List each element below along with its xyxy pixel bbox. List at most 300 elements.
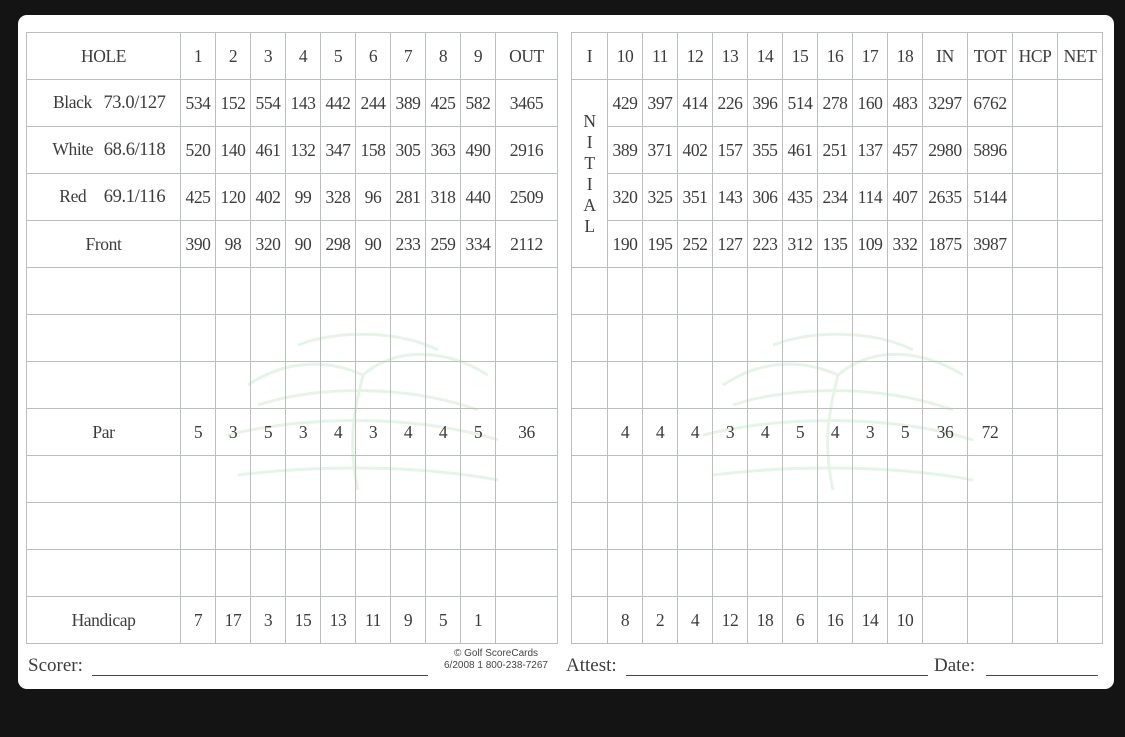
score-entry-cell[interactable]	[321, 550, 356, 597]
back-row	[572, 362, 1103, 409]
value-cell: 407	[888, 174, 923, 221]
score-entry-cell[interactable]	[748, 315, 783, 362]
value-cell: 461	[251, 127, 286, 174]
score-entry-cell[interactable]	[1013, 362, 1058, 409]
course-rating: 68.6/118	[103, 140, 166, 160]
value-cell: 8	[608, 597, 643, 644]
score-entry-cell[interactable]	[461, 315, 496, 362]
score-entry-cell[interactable]	[713, 503, 748, 550]
score-entry-cell[interactable]	[181, 362, 216, 409]
value-cell: 1	[461, 597, 496, 644]
score-entry-cell[interactable]	[496, 362, 558, 409]
hole-number-2: 2	[216, 33, 251, 80]
score-entry-cell[interactable]	[216, 268, 251, 315]
score-entry-cell[interactable]	[286, 550, 321, 597]
score-entry-cell[interactable]	[923, 456, 968, 503]
value-cell: 429	[608, 80, 643, 127]
value-cell: 72	[968, 409, 1013, 456]
value-cell: 389	[608, 127, 643, 174]
value-cell: 514	[783, 80, 818, 127]
back-row	[572, 315, 1103, 362]
hole-number-7: 7	[391, 33, 426, 80]
value-cell: 363	[426, 127, 461, 174]
score-entry-cell[interactable]	[496, 597, 558, 644]
value-cell: 137	[853, 127, 888, 174]
course-rating: 73.0/127	[103, 93, 166, 113]
score-entry-cell[interactable]	[461, 268, 496, 315]
score-entry-cell[interactable]	[643, 550, 678, 597]
initial-header: I	[572, 33, 608, 80]
score-entry-cell[interactable]	[461, 503, 496, 550]
score-entry-cell[interactable]	[783, 268, 818, 315]
value-cell: 6762	[968, 80, 1013, 127]
score-entry-cell[interactable]	[968, 456, 1013, 503]
value-cell: 4	[748, 409, 783, 456]
score-entry-cell[interactable]	[968, 315, 1013, 362]
score-entry-cell[interactable]	[818, 315, 853, 362]
back-row	[572, 409, 1103, 456]
score-entry-cell[interactable]	[923, 597, 968, 644]
value-cell: 5896	[968, 127, 1013, 174]
score-entry-cell[interactable]	[496, 268, 558, 315]
score-entry-cell[interactable]	[1058, 409, 1103, 456]
score-entry-cell[interactable]	[286, 503, 321, 550]
score-entry-cell[interactable]	[968, 597, 1013, 644]
score-entry-cell[interactable]	[1013, 221, 1058, 268]
value-cell: 305	[391, 127, 426, 174]
score-entry-cell[interactable]	[888, 550, 923, 597]
score-entry-cell[interactable]	[643, 503, 678, 550]
value-cell: 461	[783, 127, 818, 174]
score-entry-cell[interactable]	[608, 362, 643, 409]
score-entry-cell[interactable]	[1058, 597, 1103, 644]
hole-number-3: 3	[251, 33, 286, 80]
score-entry-cell[interactable]	[923, 315, 968, 362]
score-entry-cell[interactable]	[818, 362, 853, 409]
score-entry-cell[interactable]	[251, 362, 286, 409]
front-score-row	[27, 456, 558, 503]
row-label	[27, 597, 181, 644]
value-cell: 18	[748, 597, 783, 644]
score-entry-cell[interactable]	[496, 550, 558, 597]
score-entry-cell[interactable]	[1058, 315, 1103, 362]
score-entry-cell[interactable]	[1013, 315, 1058, 362]
score-entry-cell[interactable]	[968, 503, 1013, 550]
value-cell: 3	[251, 597, 286, 644]
back-row	[572, 80, 1103, 127]
score-entry-cell[interactable]	[181, 503, 216, 550]
score-entry-cell[interactable]	[321, 456, 356, 503]
score-entry-cell[interactable]	[1058, 174, 1103, 221]
score-entry-cell[interactable]	[496, 315, 558, 362]
score-entry-cell[interactable]	[1013, 597, 1058, 644]
front-row-white	[27, 127, 558, 174]
row-label	[27, 409, 181, 456]
initial-entry-cell[interactable]	[572, 268, 608, 315]
score-entry-cell[interactable]	[608, 503, 643, 550]
score-entry-cell[interactable]	[783, 456, 818, 503]
initial-letter: N	[583, 110, 596, 131]
value-cell: 140	[216, 127, 251, 174]
row-label-name: Handicap	[71, 609, 136, 630]
value-cell: 278	[818, 80, 853, 127]
score-entry-cell[interactable]	[251, 268, 286, 315]
value-cell: 4	[818, 409, 853, 456]
score-entry-cell[interactable]	[251, 550, 286, 597]
score-entry-cell[interactable]	[643, 362, 678, 409]
score-entry-cell[interactable]	[968, 362, 1013, 409]
value-cell: 371	[643, 127, 678, 174]
value-cell: 252	[678, 221, 713, 268]
initial-entry-cell[interactable]	[572, 409, 608, 456]
value-cell: 582	[461, 80, 496, 127]
score-entry-cell[interactable]	[461, 456, 496, 503]
value-cell: 160	[853, 80, 888, 127]
value-cell: 318	[426, 174, 461, 221]
score-entry-cell[interactable]	[608, 315, 643, 362]
score-entry-cell[interactable]	[888, 362, 923, 409]
back-row	[572, 221, 1103, 268]
attest-label: Attest:	[566, 655, 617, 676]
row-label	[27, 315, 181, 362]
row-label	[27, 268, 181, 315]
score-entry-cell[interactable]	[426, 503, 461, 550]
score-entry-cell[interactable]	[181, 456, 216, 503]
value-cell: 4	[678, 409, 713, 456]
score-entry-cell[interactable]	[748, 550, 783, 597]
score-entry-cell[interactable]	[321, 268, 356, 315]
score-entry-cell[interactable]	[923, 503, 968, 550]
row-label	[27, 362, 181, 409]
column-header-13: 13	[713, 33, 748, 80]
score-entry-cell[interactable]	[1013, 174, 1058, 221]
value-cell: 251	[818, 127, 853, 174]
value-cell: 483	[888, 80, 923, 127]
score-entry-cell[interactable]	[356, 268, 391, 315]
front-score-row	[27, 362, 558, 409]
value-cell: 2635	[923, 174, 968, 221]
initial-entry-cell[interactable]	[572, 550, 608, 597]
row-label-name: Black	[53, 92, 92, 112]
score-entry-cell[interactable]	[643, 456, 678, 503]
value-cell: 11	[356, 597, 391, 644]
score-entry-cell[interactable]	[713, 362, 748, 409]
score-entry-cell[interactable]	[496, 503, 558, 550]
score-entry-cell[interactable]	[216, 362, 251, 409]
value-cell: 334	[461, 221, 496, 268]
column-header-17: 17	[853, 33, 888, 80]
score-entry-cell[interactable]	[888, 315, 923, 362]
score-entry-cell[interactable]	[321, 362, 356, 409]
score-entry-cell[interactable]	[461, 550, 496, 597]
row-label	[27, 503, 181, 550]
score-entry-cell[interactable]	[608, 456, 643, 503]
score-entry-cell[interactable]	[391, 268, 426, 315]
out-header: OUT	[496, 33, 558, 80]
value-cell: 402	[251, 174, 286, 221]
back-row	[572, 597, 1103, 644]
value-cell: 114	[853, 174, 888, 221]
score-entry-cell[interactable]	[391, 362, 426, 409]
score-entry-cell[interactable]	[496, 456, 558, 503]
copyright-line-2: 6/2008 1 800-238-7267	[444, 660, 548, 671]
initial-entry-cell[interactable]	[572, 456, 608, 503]
score-entry-cell[interactable]	[1013, 456, 1058, 503]
value-cell: 152	[216, 80, 251, 127]
score-entry-cell[interactable]	[286, 268, 321, 315]
score-entry-cell[interactable]	[713, 456, 748, 503]
value-cell: 442	[321, 80, 356, 127]
scorecard	[18, 15, 1114, 689]
value-cell: 347	[321, 127, 356, 174]
score-entry-cell[interactable]	[1013, 80, 1058, 127]
front-row-black	[27, 80, 558, 127]
row-label-name: White	[52, 139, 94, 159]
score-entry-cell[interactable]	[783, 550, 818, 597]
score-entry-cell[interactable]	[818, 503, 853, 550]
value-cell: 320	[251, 221, 286, 268]
initial-entry-cell[interactable]	[572, 597, 608, 644]
value-cell: 554	[251, 80, 286, 127]
initial-entry-cell[interactable]	[572, 315, 608, 362]
score-entry-cell[interactable]	[678, 315, 713, 362]
score-entry-cell[interactable]	[1058, 80, 1103, 127]
score-entry-cell[interactable]	[181, 315, 216, 362]
score-entry-cell[interactable]	[853, 362, 888, 409]
value-cell: 5	[888, 409, 923, 456]
score-entry-cell[interactable]	[321, 503, 356, 550]
value-cell: 3	[713, 409, 748, 456]
value-cell: 3	[286, 409, 321, 456]
score-entry-cell[interactable]	[818, 268, 853, 315]
column-header-in: IN	[923, 33, 968, 80]
score-entry-cell[interactable]	[1013, 409, 1058, 456]
score-entry-cell[interactable]	[968, 550, 1013, 597]
value-cell: 5	[461, 409, 496, 456]
score-entry-cell[interactable]	[853, 550, 888, 597]
column-header-12: 12	[678, 33, 713, 80]
score-entry-cell[interactable]	[853, 456, 888, 503]
column-header-18: 18	[888, 33, 923, 80]
hole-number-8: 8	[426, 33, 461, 80]
column-header-16: 16	[818, 33, 853, 80]
column-header-hcp: HCP	[1013, 33, 1058, 80]
row-label	[27, 456, 181, 503]
value-cell: 2509	[496, 174, 558, 221]
value-cell: 96	[356, 174, 391, 221]
score-entry-cell[interactable]	[1058, 503, 1103, 550]
score-entry-cell[interactable]	[426, 268, 461, 315]
front-nine-table	[26, 32, 558, 644]
score-entry-cell[interactable]	[286, 315, 321, 362]
hole-number-1: 1	[181, 33, 216, 80]
score-entry-cell[interactable]	[818, 550, 853, 597]
score-entry-cell[interactable]	[356, 503, 391, 550]
value-cell: 306	[748, 174, 783, 221]
value-cell: 120	[216, 174, 251, 221]
value-cell: 143	[286, 80, 321, 127]
score-entry-cell[interactable]	[286, 362, 321, 409]
score-entry-cell[interactable]	[1013, 550, 1058, 597]
value-cell: 90	[356, 221, 391, 268]
value-cell: 281	[391, 174, 426, 221]
score-entry-cell[interactable]	[748, 362, 783, 409]
score-entry-cell[interactable]	[608, 268, 643, 315]
score-entry-cell[interactable]	[1058, 550, 1103, 597]
initial-letter: A	[583, 194, 596, 215]
value-cell: 13	[321, 597, 356, 644]
score-entry-cell[interactable]	[356, 315, 391, 362]
score-entry-cell[interactable]	[1058, 221, 1103, 268]
score-entry-cell[interactable]	[181, 268, 216, 315]
score-entry-cell[interactable]	[678, 456, 713, 503]
score-entry-cell[interactable]	[1058, 268, 1103, 315]
score-entry-cell[interactable]	[181, 550, 216, 597]
score-entry-cell[interactable]	[748, 503, 783, 550]
score-entry-cell[interactable]	[1013, 503, 1058, 550]
date-line[interactable]	[986, 675, 1098, 676]
score-entry-cell[interactable]	[853, 315, 888, 362]
value-cell: 157	[713, 127, 748, 174]
score-entry-cell[interactable]	[678, 268, 713, 315]
value-cell: 5	[426, 597, 461, 644]
score-entry-cell[interactable]	[713, 550, 748, 597]
hole-header: HOLE	[27, 33, 181, 80]
score-entry-cell[interactable]	[356, 456, 391, 503]
back-header-row	[572, 33, 1103, 80]
score-entry-cell[interactable]	[216, 550, 251, 597]
column-header-tot: TOT	[968, 33, 1013, 80]
value-cell: 15	[286, 597, 321, 644]
score-entry-cell[interactable]	[608, 550, 643, 597]
value-cell: 2980	[923, 127, 968, 174]
score-entry-cell[interactable]	[923, 362, 968, 409]
value-cell: 4	[678, 597, 713, 644]
score-entry-cell[interactable]	[426, 550, 461, 597]
front-score-row	[27, 503, 558, 550]
score-entry-cell[interactable]	[391, 315, 426, 362]
hole-number-4: 4	[286, 33, 321, 80]
score-entry-cell[interactable]	[678, 550, 713, 597]
value-cell: 332	[888, 221, 923, 268]
score-entry-cell[interactable]	[643, 315, 678, 362]
column-header-net: NET	[1058, 33, 1103, 80]
score-entry-cell[interactable]	[748, 456, 783, 503]
score-entry-cell[interactable]	[286, 456, 321, 503]
value-cell: 3465	[496, 80, 558, 127]
score-entry-cell[interactable]	[783, 315, 818, 362]
score-entry-cell[interactable]	[391, 456, 426, 503]
row-label	[27, 174, 181, 221]
value-cell: 4	[426, 409, 461, 456]
score-entry-cell[interactable]	[888, 268, 923, 315]
value-cell: 90	[286, 221, 321, 268]
score-entry-cell[interactable]	[1013, 268, 1058, 315]
back-row	[572, 268, 1103, 315]
score-entry-cell[interactable]	[888, 456, 923, 503]
value-cell: 5	[251, 409, 286, 456]
value-cell: 397	[643, 80, 678, 127]
score-entry-cell[interactable]	[643, 268, 678, 315]
value-cell: 7	[181, 597, 216, 644]
score-entry-cell[interactable]	[251, 315, 286, 362]
initial-letter: I	[586, 173, 593, 194]
score-entry-cell[interactable]	[461, 362, 496, 409]
value-cell: 12	[713, 597, 748, 644]
front-header-row	[27, 33, 558, 80]
score-entry-cell[interactable]	[216, 456, 251, 503]
score-entry-cell[interactable]	[251, 503, 286, 550]
column-header-14: 14	[748, 33, 783, 80]
score-entry-cell[interactable]	[426, 362, 461, 409]
value-cell: 190	[608, 221, 643, 268]
score-entry-cell[interactable]	[426, 456, 461, 503]
score-entry-cell[interactable]	[748, 268, 783, 315]
score-entry-cell[interactable]	[1013, 127, 1058, 174]
value-cell: 98	[216, 221, 251, 268]
value-cell: 3	[853, 409, 888, 456]
value-cell: 244	[356, 80, 391, 127]
score-entry-cell[interactable]	[678, 503, 713, 550]
score-entry-cell[interactable]	[216, 315, 251, 362]
score-entry-cell[interactable]	[968, 268, 1013, 315]
copyright-line-1: © Golf ScoreCards	[453, 648, 539, 659]
score-entry-cell[interactable]	[1058, 362, 1103, 409]
front-score-row	[27, 550, 558, 597]
score-entry-cell[interactable]	[216, 503, 251, 550]
score-entry-cell[interactable]	[1058, 127, 1103, 174]
row-label	[27, 550, 181, 597]
value-cell: 234	[818, 174, 853, 221]
row-label-name: Par	[92, 421, 115, 442]
value-cell: 132	[286, 127, 321, 174]
value-cell: 135	[818, 221, 853, 268]
score-entry-cell[interactable]	[923, 550, 968, 597]
score-entry-cell[interactable]	[426, 315, 461, 362]
score-entry-cell[interactable]	[923, 268, 968, 315]
score-entry-cell[interactable]	[853, 503, 888, 550]
score-entry-cell[interactable]	[356, 550, 391, 597]
initial-entry-cell[interactable]	[572, 362, 608, 409]
score-entry-cell[interactable]	[391, 503, 426, 550]
row-label	[27, 221, 181, 268]
score-entry-cell[interactable]	[251, 456, 286, 503]
score-entry-cell[interactable]	[713, 268, 748, 315]
hole-number-9: 9	[461, 33, 496, 80]
value-cell: 233	[391, 221, 426, 268]
score-entry-cell[interactable]	[818, 456, 853, 503]
row-label-name: Front	[85, 233, 122, 254]
score-entry-cell[interactable]	[783, 503, 818, 550]
score-entry-cell[interactable]	[678, 362, 713, 409]
score-entry-cell[interactable]	[391, 550, 426, 597]
score-entry-cell[interactable]	[356, 362, 391, 409]
value-cell: 3	[216, 409, 251, 456]
initial-entry-cell[interactable]	[572, 503, 608, 550]
score-entry-cell[interactable]	[1058, 456, 1103, 503]
attest-signature-line[interactable]	[626, 675, 928, 676]
score-entry-cell[interactable]	[888, 503, 923, 550]
value-cell: 36	[496, 409, 558, 456]
score-entry-cell[interactable]	[853, 268, 888, 315]
score-entry-cell[interactable]	[783, 362, 818, 409]
score-entry-cell[interactable]	[321, 315, 356, 362]
scorer-signature-line[interactable]	[92, 675, 428, 676]
date-label: Date:	[934, 655, 976, 676]
front-row-front	[27, 221, 558, 268]
value-cell: 223	[748, 221, 783, 268]
score-entry-cell[interactable]	[713, 315, 748, 362]
